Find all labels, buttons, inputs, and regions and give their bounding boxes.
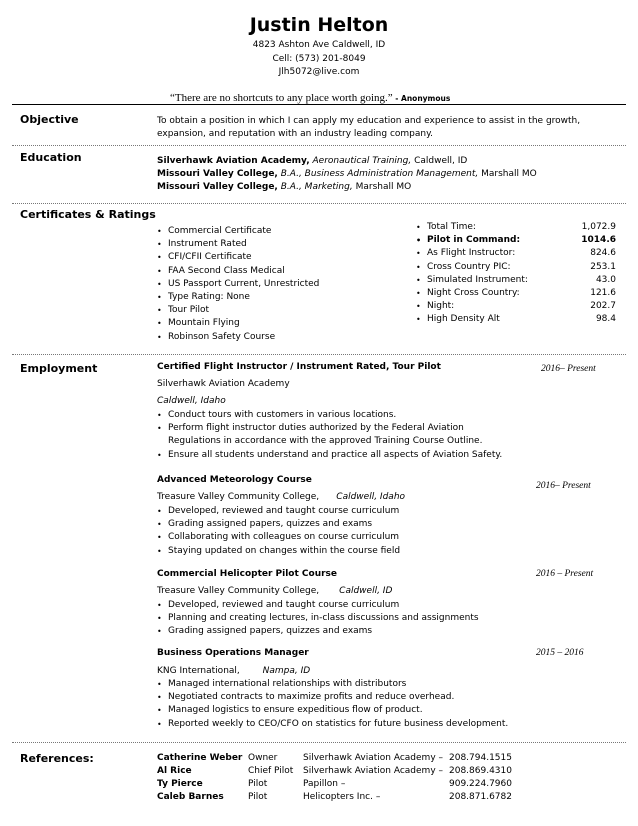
education-item: Missouri Valley College, B.A., Marketing, Marshall MO bbox=[157, 182, 412, 193]
job-date: 2015 – 2016 bbox=[536, 648, 584, 658]
job-location: Caldwell, ID bbox=[339, 586, 393, 596]
job-company-line bbox=[157, 585, 392, 598]
address: 4823 Ashton Ave Caldwell, ID bbox=[252, 40, 386, 50]
certificate-item: • Robinson Safety Course bbox=[157, 331, 387, 344]
reference-row bbox=[157, 791, 512, 804]
job-company-line bbox=[157, 665, 310, 678]
job-date: 2016– Present bbox=[536, 481, 591, 491]
reference-name: Caleb Barnes bbox=[157, 792, 224, 802]
quote-open-mark: “ bbox=[170, 92, 175, 104]
education-list bbox=[157, 155, 617, 195]
objective-label: Objective bbox=[20, 113, 79, 126]
reference-role: Pilot bbox=[248, 792, 268, 802]
reference-name: Ty Pierce bbox=[157, 779, 203, 789]
flight-hours-item: • Pilot in Command: 1014.6 bbox=[416, 234, 616, 247]
job-duties bbox=[157, 409, 517, 462]
job-duties bbox=[157, 599, 577, 639]
reference-role: Owner bbox=[248, 753, 278, 763]
objective-text: To obtain a position in which I can apply my education and experience to assist in the growth, expansion, and reputation with an industry leading company. bbox=[157, 116, 581, 140]
certificates-label: Certificates & Ratings bbox=[20, 208, 156, 221]
reference-organization: Silverhawk Aviation Academy – bbox=[303, 766, 444, 776]
reference-row bbox=[157, 752, 512, 765]
section-divider bbox=[12, 203, 626, 204]
certificate-item: • Instrument Rated bbox=[157, 238, 387, 251]
references-label: References: bbox=[20, 752, 94, 765]
flight-hours-item: • Total Time: 1,072.9 bbox=[416, 221, 616, 234]
job-duty: • Planning and creating lectures, in-class discussions and assignments bbox=[157, 612, 577, 625]
job-duty: • Ensure all students understand and practice all aspects of Aviation Safety. bbox=[157, 449, 517, 462]
job-date: 2016– Present bbox=[541, 364, 596, 374]
cell-phone: Cell: (573) 201-8049 bbox=[272, 54, 366, 64]
job-duty: • Conduct tours with customers in various locations. bbox=[157, 409, 517, 422]
quote-attribution: - Anonymous bbox=[392, 94, 451, 103]
section-divider bbox=[12, 145, 626, 146]
certificate-item: • Tour Pilot bbox=[157, 304, 387, 317]
job-location: Caldwell, Idaho bbox=[157, 396, 226, 406]
section-divider bbox=[12, 104, 626, 105]
quote bbox=[170, 92, 450, 104]
reference-organization: Papillon – bbox=[303, 779, 346, 789]
reference-phone: 909.224.7960 bbox=[449, 779, 512, 789]
reference-phone: 208.871.6782 bbox=[449, 792, 512, 802]
section-divider bbox=[12, 354, 626, 355]
quote-text: There are no shortcuts to any place worth going. bbox=[174, 92, 388, 104]
job-company: Silverhawk Aviation Academy bbox=[157, 379, 290, 389]
certificate-item: • Commercial Certificate bbox=[157, 225, 387, 238]
flight-hours-item: • Simulated Instrument: 43.0 bbox=[416, 274, 616, 287]
flight-hours-item: • High Density Alt 98.4 bbox=[416, 313, 616, 326]
job-duty: • Developed, reviewed and taught course curriculum bbox=[157, 505, 577, 518]
job-duty: • Managed international relationships with distributors bbox=[157, 678, 577, 691]
education-item: Silverhawk Aviation Academy, Aeronautical Training, Caldwell, ID bbox=[157, 156, 468, 166]
reference-row bbox=[157, 778, 512, 791]
job-duty: • Staying updated on changes within the course field bbox=[157, 545, 577, 558]
flight-hours-item: • As Flight Instructor: 824.6 bbox=[416, 247, 616, 260]
flight-hours-item: • Night Cross Country: 121.6 bbox=[416, 287, 616, 300]
reference-phone: 208.794.1515 bbox=[449, 753, 512, 763]
job-company: Treasure Valley Community College, bbox=[157, 492, 320, 502]
job-duties bbox=[157, 678, 577, 731]
job-location: Caldwell, Idaho bbox=[336, 492, 406, 502]
job-title: Advanced Meteorology Course bbox=[157, 475, 312, 485]
reference-role: Chief Pilot bbox=[248, 766, 294, 776]
job-location: Nampa, ID bbox=[262, 666, 311, 676]
flight-hours-item: • Cross Country PIC: 253.1 bbox=[416, 261, 616, 274]
reference-organization: Silverhawk Aviation Academy – bbox=[303, 753, 444, 763]
reference-row bbox=[157, 765, 512, 778]
references-table bbox=[157, 752, 512, 804]
job-title: Commercial Helicopter Pilot Course bbox=[157, 569, 338, 579]
employment-label: Employment bbox=[20, 362, 98, 375]
certificates-list bbox=[157, 225, 387, 344]
job-duty: • Perform flight instructor duties authorized by the Federal Aviation Regulations in accordance with the approved Training Course Outline. bbox=[157, 422, 517, 448]
certificate-item: • Mountain Flying bbox=[157, 317, 387, 330]
job-company: Treasure Valley Community College, bbox=[157, 586, 320, 596]
section-divider bbox=[12, 742, 626, 743]
reference-organization: Helicopters Inc. – bbox=[303, 792, 381, 802]
flight-hours-item: • Night: 202.7 bbox=[416, 300, 616, 313]
job-duty: • Collaborating with colleagues on course curriculum bbox=[157, 531, 577, 544]
certificate-item: • Type Rating: None bbox=[157, 291, 387, 304]
certificate-item: • CFI/CFII Certificate bbox=[157, 251, 387, 264]
email: Jlh5072@live.com bbox=[278, 67, 360, 77]
job-duty: • Developed, reviewed and taught course curriculum bbox=[157, 599, 577, 612]
job-duty: • Managed logistics to ensure expeditious flow of product. bbox=[157, 704, 577, 717]
education-label: Education bbox=[20, 151, 82, 164]
job-duty: • Grading assigned papers, quizzes and exams bbox=[157, 625, 577, 638]
resume-name: Justin Helton bbox=[249, 14, 389, 36]
job-duties bbox=[157, 505, 577, 558]
quote-close-mark: ” bbox=[387, 92, 393, 104]
reference-name: Al Rice bbox=[157, 766, 192, 776]
certificate-item: • US Passport Current, Unrestricted bbox=[157, 278, 387, 291]
job-duty: • Grading assigned papers, quizzes and exams bbox=[157, 518, 577, 531]
job-duty: • Reported weekly to CEO/CFO on statistics for future business development. bbox=[157, 718, 577, 731]
reference-phone: 208.869.4310 bbox=[449, 766, 512, 776]
job-date: 2016 – Present bbox=[536, 569, 594, 579]
job-title: Certified Flight Instructor / Instrument Rated, Tour Pilot bbox=[157, 362, 441, 372]
reference-name: Catherine Weber bbox=[157, 753, 243, 763]
job-company-line bbox=[157, 491, 405, 504]
reference-role: Pilot bbox=[248, 779, 268, 789]
flight-hours-list bbox=[416, 221, 616, 327]
job-title: Business Operations Manager bbox=[157, 648, 309, 658]
job-duty: • Negotiated contracts to maximize profits and reduce overhead. bbox=[157, 691, 577, 704]
certificate-item: • FAA Second Class Medical bbox=[157, 265, 387, 278]
job-company: KNG International, bbox=[157, 666, 240, 676]
education-item: Missouri Valley College, B.A., Business Administration Management, Marshall MO bbox=[157, 169, 537, 180]
